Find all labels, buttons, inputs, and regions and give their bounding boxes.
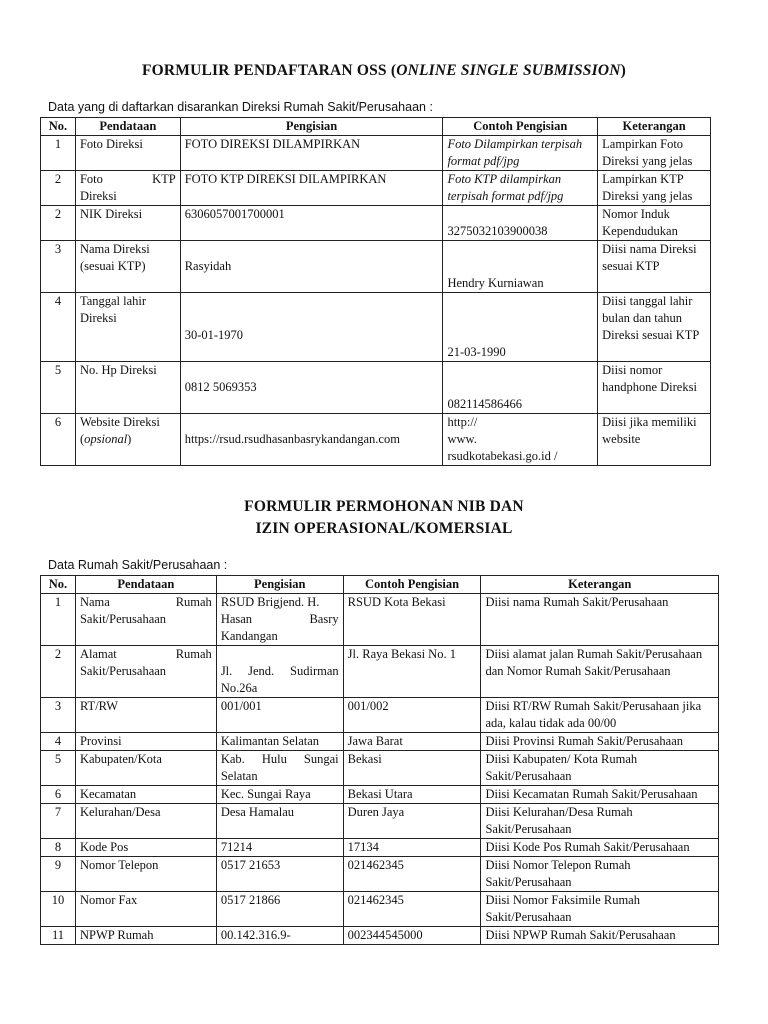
table-row <box>41 927 719 945</box>
cell-contoh: 17134 <box>343 839 481 857</box>
cell-pengisian: 0812 5069353 <box>180 362 443 414</box>
cell-pengisian: 001/001 <box>216 698 343 733</box>
cell-pendataan: Kode Pos <box>75 839 216 857</box>
cell-contoh: Bekasi Utara <box>343 786 481 804</box>
cell-contoh: 021462345 <box>343 857 481 892</box>
table-header-row <box>41 576 719 594</box>
header-keterangan: Keterangan <box>481 576 719 594</box>
cell-pendataan: Provinsi <box>75 733 216 751</box>
header-keterangan: Keterangan <box>598 118 711 136</box>
cell-contoh: Bekasi <box>343 751 481 786</box>
cell-keterangan: Diisi nama Direksi sesuai KTP <box>598 241 711 293</box>
cell-pendataan: Kecamatan <box>75 786 216 804</box>
cell-pengisian: RSUD Brigjend. H. Hasan Basry Kandangan <box>216 594 343 646</box>
header-no: No. <box>41 118 76 136</box>
cell-keterangan: Diisi alamat jalan Rumah Sakit/Perusahaan dan Nomor Rumah Sakit/Perusahaan <box>481 646 719 698</box>
cell-pendataan: Nomor Telepon <box>75 857 216 892</box>
cell-pendataan: Tanggal lahir Direksi <box>75 293 180 362</box>
cell-pendataan: NIK Direksi <box>75 206 180 241</box>
cell-no: 2 <box>41 206 76 241</box>
table-row <box>41 857 719 892</box>
cell-pengisian: Jl. Jend. Sudirman No.26a <box>216 646 343 698</box>
cell-no: 4 <box>41 293 76 362</box>
cell-pengisian: https://rsud.rsudhasanbasrykandangan.com <box>180 414 443 466</box>
cell-keterangan: Diisi Kode Pos Rumah Sakit/Perusahaan <box>481 839 719 857</box>
cell-keterangan: Diisi NPWP Rumah Sakit/Perusahaan <box>481 927 719 945</box>
cell-pengisian: 71214 <box>216 839 343 857</box>
cell-pendataan: Alamat Rumah Sakit/Perusahaan <box>75 646 216 698</box>
cell-pendataan: Kelurahan/Desa <box>75 804 216 839</box>
form2-intro: Data Rumah Sakit/Perusahaan : <box>48 558 228 572</box>
cell-pendataan: No. Hp Direksi <box>75 362 180 414</box>
table-header-row <box>41 118 711 136</box>
table-row <box>41 241 711 293</box>
cell-no: 5 <box>41 362 76 414</box>
cell-pengisian: 00.142.316.9- <box>216 927 343 945</box>
cell-no: 2 <box>41 646 76 698</box>
cell-contoh: RSUD Kota Bekasi <box>343 594 481 646</box>
cell-keterangan: Diisi jika memiliki website <box>598 414 711 466</box>
cell-keterangan: Nomor Induk Kependudukan <box>598 206 711 241</box>
cell-pendataan: Foto Direksi <box>75 136 180 171</box>
header-pendataan: Pendataan <box>75 118 180 136</box>
cell-contoh: 002344545000 <box>343 927 481 945</box>
table-row <box>41 293 711 362</box>
form1-intro: Data yang di daftarkan disarankan Direksi Rumah Sakit/Perusahaan : <box>48 100 433 114</box>
header-contoh: Contoh Pengisian <box>343 576 481 594</box>
cell-keterangan: Diisi Kabupaten/ Kota Rumah Sakit/Perusahaan <box>481 751 719 786</box>
cell-no: 6 <box>41 786 76 804</box>
cell-contoh: Foto Dilampirkan terpisah format pdf/jpg <box>443 136 598 171</box>
cell-no: 3 <box>41 698 76 733</box>
cell-keterangan: Diisi Kelurahan/Desa Rumah Sakit/Perusahaan <box>481 804 719 839</box>
cell-no: 6 <box>41 414 76 466</box>
form2-title-line1: FORMULIR PERMOHONAN NIB DAN <box>244 498 524 515</box>
cell-keterangan: Diisi nomor handphone Direksi <box>598 362 711 414</box>
table-row <box>41 171 711 206</box>
cell-contoh: 082114586466 <box>443 362 598 414</box>
table-row <box>41 136 711 171</box>
form2-title-line2: IZIN OPERASIONAL/KOMERSIAL <box>255 520 513 537</box>
cell-pendataan: Nama Direksi (sesuai KTP) <box>75 241 180 293</box>
cell-no: 4 <box>41 733 76 751</box>
cell-pendataan: Nomor Fax <box>75 892 216 927</box>
cell-contoh: 21-03-1990 <box>443 293 598 362</box>
cell-contoh: Jl. Raya Bekasi No. 1 <box>343 646 481 698</box>
cell-no: 1 <box>41 136 76 171</box>
header-pengisian: Pengisian <box>216 576 343 594</box>
cell-no: 1 <box>41 594 76 646</box>
cell-contoh: 021462345 <box>343 892 481 927</box>
cell-contoh: 001/002 <box>343 698 481 733</box>
table-row <box>41 751 719 786</box>
table-row <box>41 362 711 414</box>
cell-contoh: Foto KTP dilampirkan terpisah format pdf/jpg <box>443 171 598 206</box>
form1-table <box>40 117 711 466</box>
table-row <box>41 733 719 751</box>
table-row <box>41 839 719 857</box>
cell-keterangan: Diisi nama Rumah Sakit/Perusahaan <box>481 594 719 646</box>
cell-pengisian: Kec. Sungai Raya <box>216 786 343 804</box>
cell-pengisian: Rasyidah <box>180 241 443 293</box>
cell-keterangan: Lampirkan KTP Direksi yang jelas <box>598 171 711 206</box>
cell-pendataan: NPWP Rumah <box>75 927 216 945</box>
table-row <box>41 786 719 804</box>
cell-pengisian: FOTO KTP DIREKSI DILAMPIRKAN <box>180 171 443 206</box>
cell-no: 3 <box>41 241 76 293</box>
cell-pengisian: 6306057001700001 <box>180 206 443 241</box>
header-pengisian: Pengisian <box>180 118 443 136</box>
cell-contoh: Jawa Barat <box>343 733 481 751</box>
cell-pengisian: Kab. Hulu Sungai Selatan <box>216 751 343 786</box>
cell-keterangan: Diisi Nomor Telepon Rumah Sakit/Perusahaan <box>481 857 719 892</box>
cell-no: 11 <box>41 927 76 945</box>
form1-title: FORMULIR PENDAFTARAN OSS (ONLINE SINGLE SUBMISSION) <box>141 62 627 79</box>
cell-keterangan: Diisi Kecamatan Rumah Sakit/Perusahaan <box>481 786 719 804</box>
cell-pendataan: RT/RW <box>75 698 216 733</box>
cell-pengisian: 30-01-1970 <box>180 293 443 362</box>
table-row <box>41 206 711 241</box>
cell-keterangan: Diisi Provinsi Rumah Sakit/Perusahaan <box>481 733 719 751</box>
cell-keterangan: Diisi RT/RW Rumah Sakit/Perusahaan jika ada, kalau tidak ada 00/00 <box>481 698 719 733</box>
table-row <box>41 594 719 646</box>
cell-keterangan: Lampirkan Foto Direksi yang jelas <box>598 136 711 171</box>
cell-no: 7 <box>41 804 76 839</box>
cell-contoh: 3275032103900038 <box>443 206 598 241</box>
cell-no: 9 <box>41 857 76 892</box>
cell-pengisian: 0517 21653 <box>216 857 343 892</box>
cell-keterangan: Diisi Nomor Faksimile Rumah Sakit/Perusahaan <box>481 892 719 927</box>
table-row <box>41 698 719 733</box>
table-row <box>41 646 719 698</box>
cell-pengisian: Kalimantan Selatan <box>216 733 343 751</box>
cell-keterangan: Diisi tanggal lahir bulan dan tahun Direksi sesuai KTP <box>598 293 711 362</box>
cell-pendataan: Foto KTP Direksi <box>75 171 180 206</box>
cell-contoh: Hendry Kurniawan <box>443 241 598 293</box>
cell-contoh: http:// www. rsudkotabekasi.go.id / <box>443 414 598 466</box>
header-no: No. <box>41 576 76 594</box>
cell-pendataan: Nama Rumah Sakit/Perusahaan <box>75 594 216 646</box>
cell-pengisian: FOTO DIREKSI DILAMPIRKAN <box>180 136 443 171</box>
cell-pendataan: Website Direksi (opsional) <box>75 414 180 466</box>
table-row <box>41 804 719 839</box>
cell-no: 5 <box>41 751 76 786</box>
header-contoh: Contoh Pengisian <box>443 118 598 136</box>
cell-no: 8 <box>41 839 76 857</box>
cell-no: 2 <box>41 171 76 206</box>
cell-contoh: Duren Jaya <box>343 804 481 839</box>
table-row <box>41 892 719 927</box>
table-row <box>41 414 711 466</box>
cell-pengisian: Desa Hamalau <box>216 804 343 839</box>
form2-table <box>40 575 719 945</box>
cell-pendataan: Kabupaten/Kota <box>75 751 216 786</box>
header-pendataan: Pendataan <box>75 576 216 594</box>
cell-no: 10 <box>41 892 76 927</box>
cell-pengisian: 0517 21866 <box>216 892 343 927</box>
